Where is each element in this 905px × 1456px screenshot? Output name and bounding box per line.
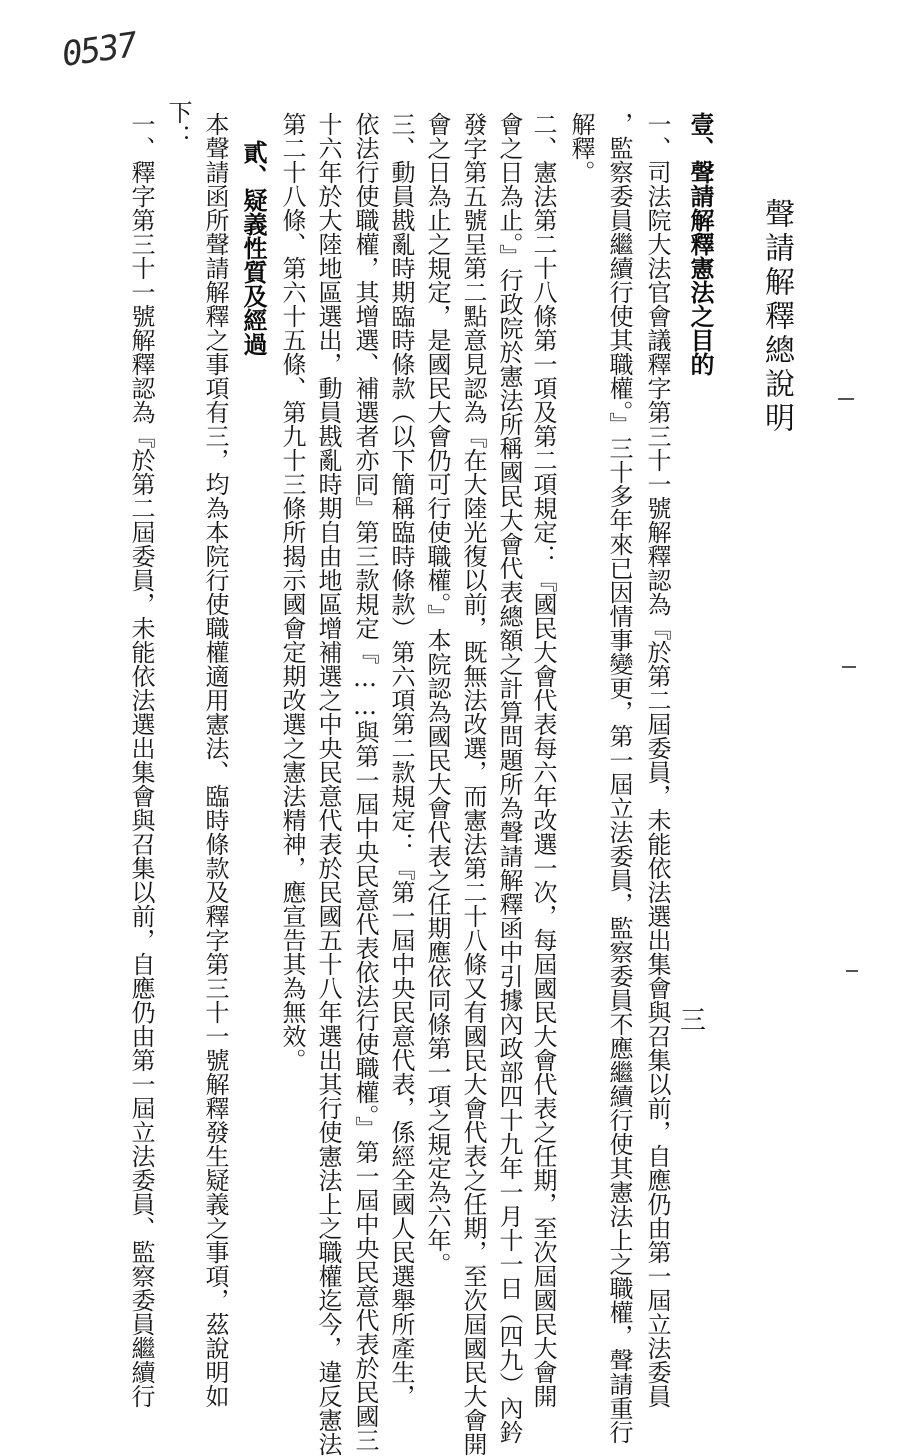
text-column: 一、司法院大法官會議釋字第三十一號解釋認為『於第二屆委員，未能依法選出集會與召集以前，自應仍由第一屆立法委員 xyxy=(643,112,671,1408)
page-number: 三 xyxy=(680,1006,707,1036)
scan-mark xyxy=(838,398,854,400)
scan-mark xyxy=(842,666,856,668)
text-column: 二、憲法第二十八條第一項及第二項規定：『國民大會代表每六年改選一次，每屆國民大會代表之任期，至次屆國民大會開 xyxy=(529,112,557,1408)
text-column: 解釋。 xyxy=(567,112,595,184)
text-column: 十六年於大陸地區選出，動員戡亂時期自由地區增補選之中央民意代表於民國五十八年選出其行使憲法上之職權迄今，違反憲法 xyxy=(314,112,342,1456)
text-column: ，監察委員繼續行使其職權。』三十多年來已因情事變更，第一屆立法委員，監察委員不應繼續行使其憲法上之職權，聲請重行 xyxy=(605,112,633,1444)
section2-heading: 貳、疑義性質及經過 xyxy=(239,140,268,356)
document-title: 聲請解釋總說明 xyxy=(759,198,794,436)
text-column: 下： xyxy=(164,100,192,148)
text-column: 會之日為止之規定，是國民大會仍可行使職權。』本院認為國民大會代表之任期應依同條第一項之規定為六年。 xyxy=(423,112,451,1276)
scan-mark xyxy=(846,970,858,972)
text-column: 一、釋字第三十一號解釋認為『於第二屆委員，未能依法選出集會與召集以前，自應仍由第一屆立法委員、監察委員繼續行 xyxy=(127,112,155,1408)
text-column: 三、動員戡亂時期臨時條款（以下簡稱臨時條款）第六項第二款規定：『第一屆中央民意代表，係經全國人民選舉所產生， xyxy=(387,112,415,1408)
text-column: 第二十八條、第六十五條、第九十三條所揭示國會定期改選之憲法精神，應宣告其為無效。 xyxy=(278,112,306,1072)
text-column: 本聲請函所聲請解釋之事項有三，均為本院行使職權適用憲法、臨時條款及釋字第三十一號解釋發生疑義之事項，茲說明如 xyxy=(201,112,229,1408)
text-column: 發字第五號呈第二點意見認為『在大陸光復以前，既無法改選，而憲法第二十八條又有國民大會代表之任期，至次屆國民大會開 xyxy=(459,112,487,1456)
section1-heading: 壹、聲請解釋憲法之目的 xyxy=(686,112,715,376)
handwritten-page-number: 0537 xyxy=(59,25,139,75)
text-column: 會之日為止。』行政院於憲法所稱國民大會代表總額之計算問題所為聲請解釋函中引據內政部四十九年一月十一日（四九）內鈐 xyxy=(495,112,523,1444)
text-column: 依法行使職權，其增選、補選者亦同』第三款規定『……與第一屆中央民意代表依法行使職權。』第一屆中央民意代表於民國三 xyxy=(351,112,379,1452)
